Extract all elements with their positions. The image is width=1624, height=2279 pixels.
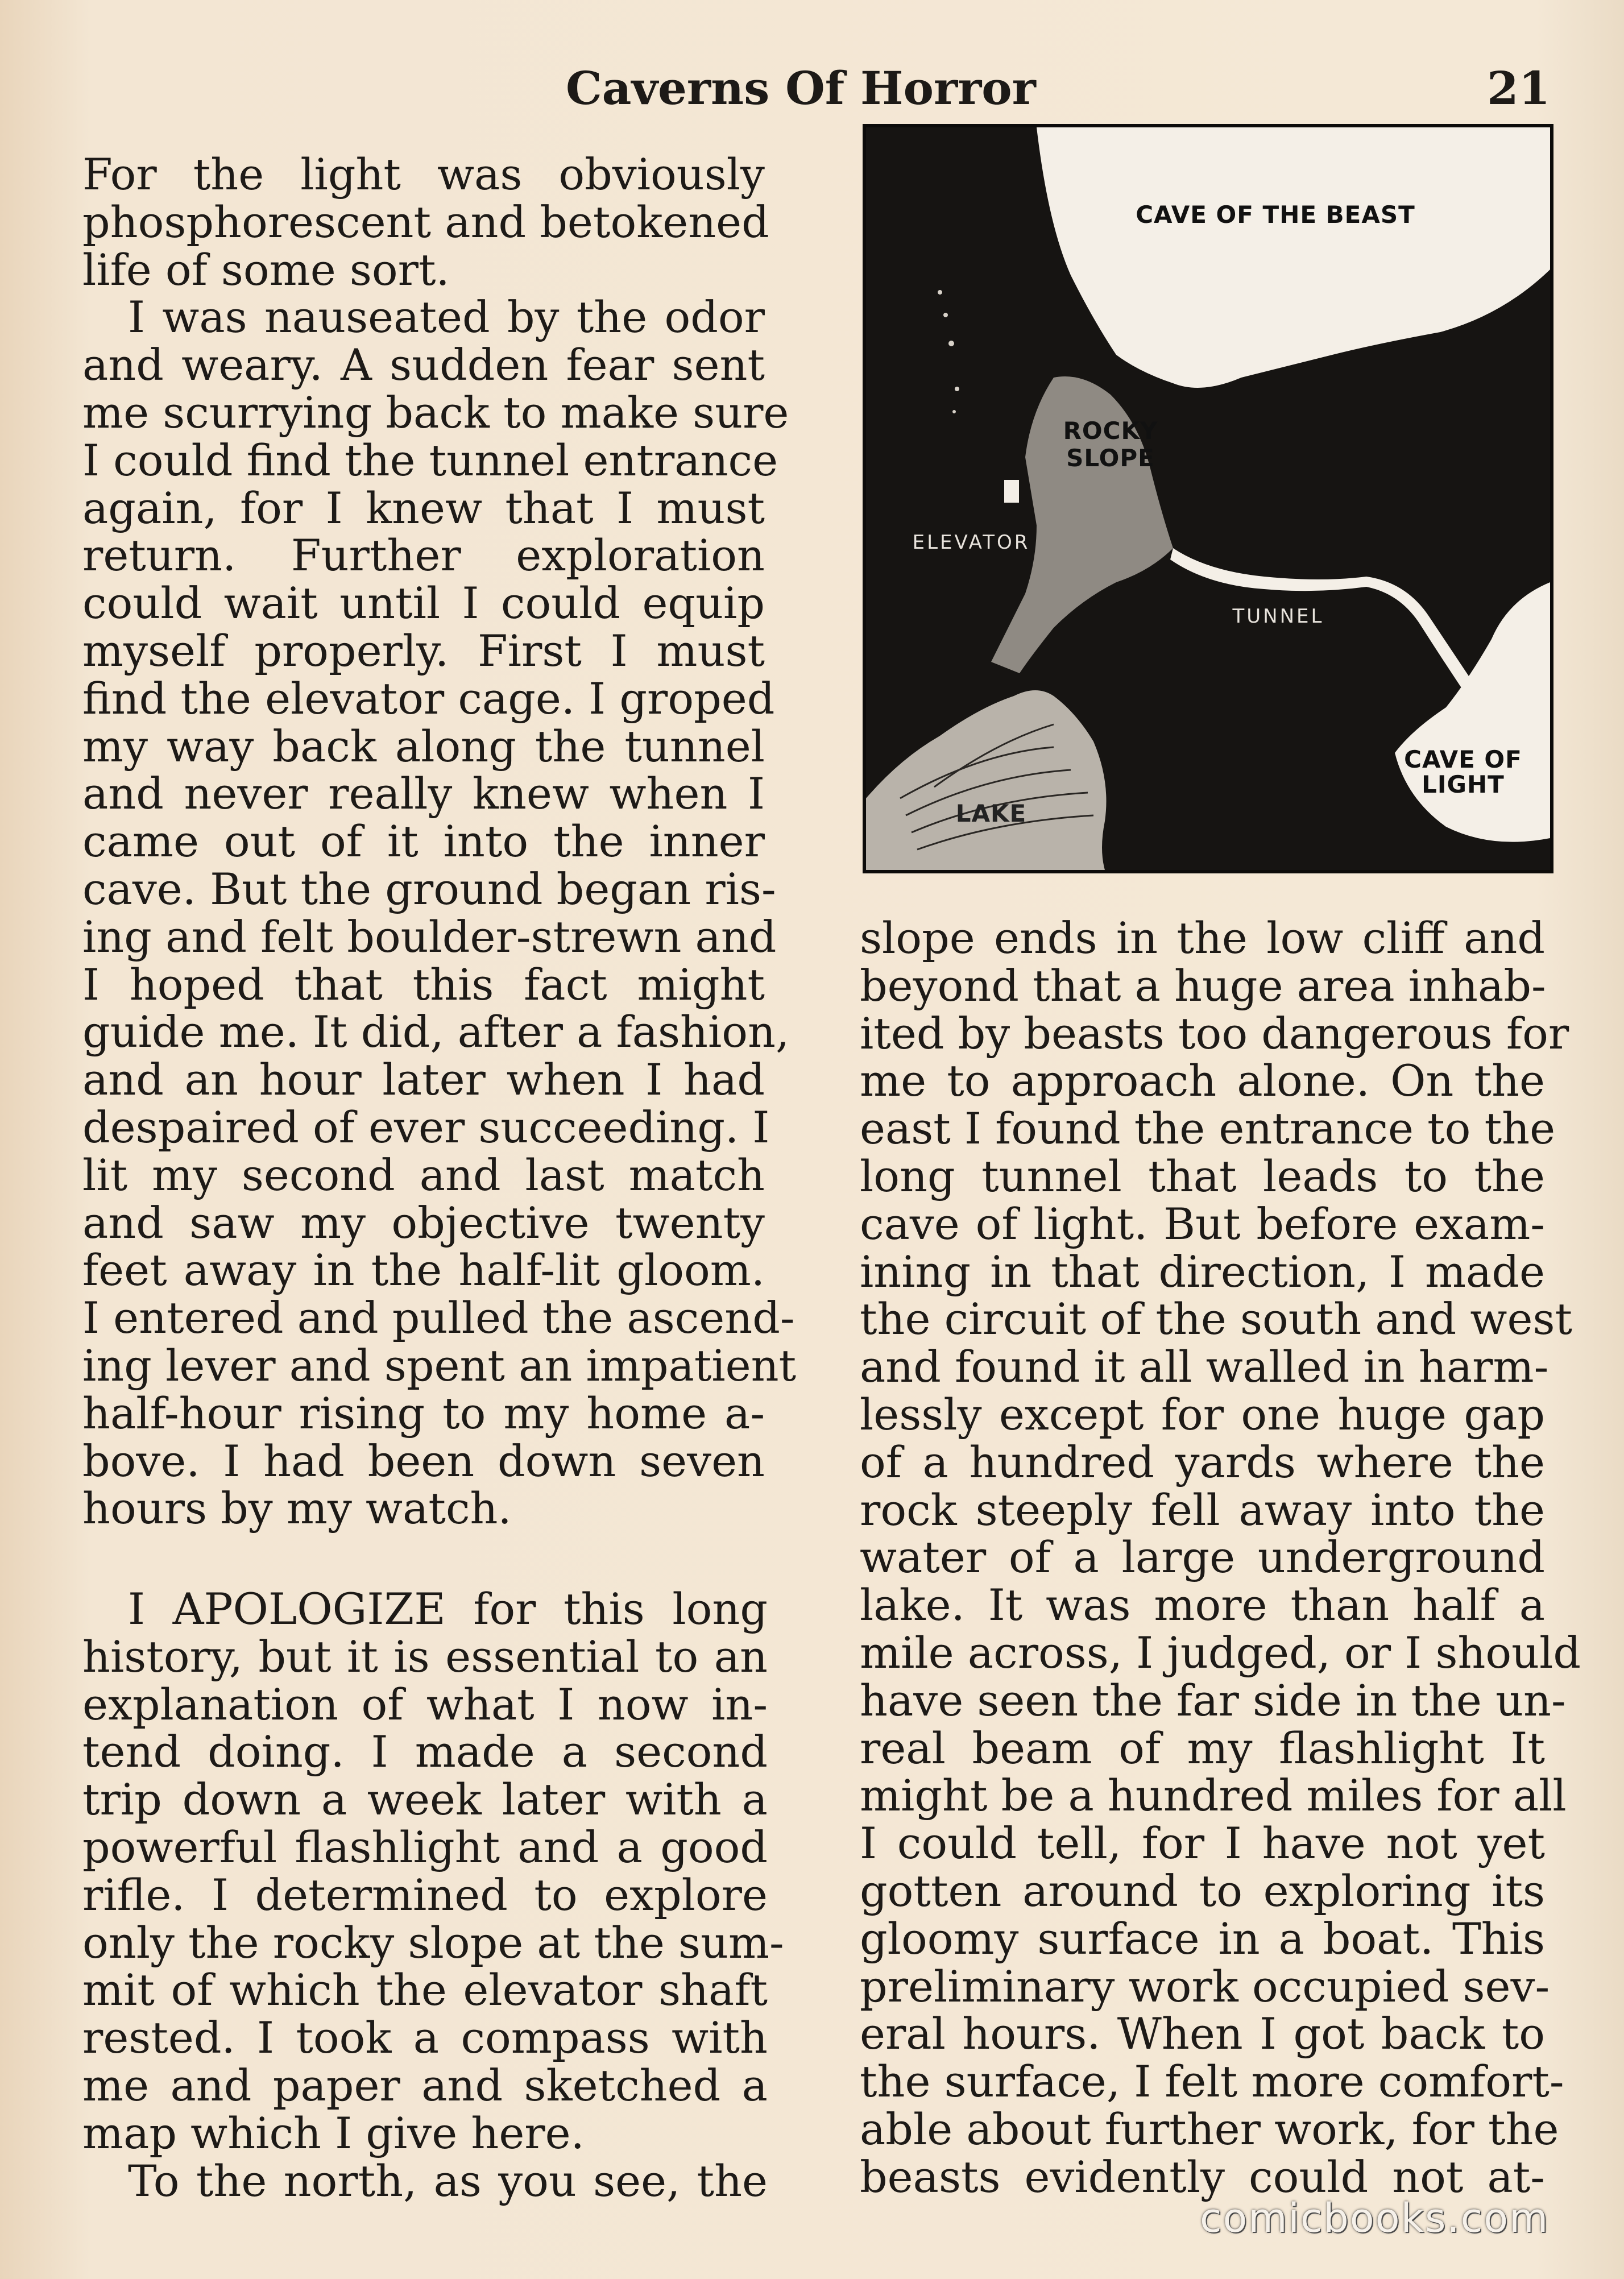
left-column-text: [82, 149, 797, 1534]
text-line: life of some sort.: [82, 244, 450, 295]
text-line: beyond that a huge area inhab-: [860, 960, 1546, 1011]
text-line: despaired of ever succeeding. I: [82, 1101, 770, 1153]
map-label-cave-of-the-beast: CAVE OF THE BEAST: [1136, 201, 1415, 229]
text-line: I APOLOGIZE for this long: [128, 1584, 768, 1634]
text-line: beasts evidently could not at-: [860, 2151, 1545, 2202]
text-line: gloomy surface in a boat. This: [860, 1913, 1545, 1964]
text-line: gotten around to exploring its: [860, 1865, 1545, 1916]
text-line: cave. But the ground began ris-: [82, 863, 776, 914]
text-line: eral hours. When I got back to: [860, 2008, 1545, 2060]
text-line: mit of which the elevator shaft: [82, 1965, 768, 2016]
text-line: I was nauseated by the odor: [128, 292, 765, 343]
text-line: tend doing. I made a second: [82, 1726, 768, 1777]
text-line: and never really knew when I: [82, 768, 765, 819]
text-line: explanation of what I now in-: [82, 1679, 768, 1730]
text-line: me to approach alone. On the: [860, 1055, 1545, 1107]
text-line: myself properly. First I must: [82, 625, 765, 676]
text-line: guide me. It did, after a fashion,: [82, 1006, 790, 1058]
text-line: and found it all walled in harm-: [860, 1341, 1549, 1393]
text-line: the surface, I felt more comfort-: [860, 2056, 1564, 2107]
text-line: the circuit of the south and west: [860, 1294, 1572, 1345]
text-line: ing lever and spent an impatient: [82, 1340, 797, 1391]
map-label-lake: LAKE: [955, 799, 1027, 827]
text-line: ining in that direction, I made: [860, 1246, 1545, 1297]
text-line: water of a large underground: [860, 1532, 1545, 1583]
text-line: phosphorescent and betokened: [82, 196, 769, 247]
text-line: mile across, I judged, or I should: [860, 1627, 1581, 1678]
text-line: feet away in the half-lit gloom.: [82, 1245, 765, 1296]
text-line: find the elevator cage. I groped: [82, 673, 775, 724]
text-line: came out of it into the inner: [82, 816, 765, 867]
text-line: history, but it is essential to an: [82, 1631, 768, 1682]
text-line: rifle. I determined to explore: [82, 1869, 768, 1920]
text-line: For the light was obviously: [82, 149, 765, 200]
text-line: my way back along the tunnel: [82, 720, 765, 772]
text-line: powerful flashlight and a good: [82, 1821, 768, 1872]
map-label-tunnel: TUNNEL: [1232, 605, 1324, 628]
text-line: cave of light. But before exam-: [860, 1198, 1545, 1249]
text-line: bove. I had been down seven: [82, 1435, 765, 1486]
text-line: could wait until I could equip: [82, 578, 765, 629]
text-line: and saw my objective twenty: [82, 1197, 765, 1248]
map-label-rocky: ROCKY: [1063, 417, 1158, 445]
running-header-title: Caverns Of Horror: [566, 61, 1036, 115]
text-line: lessly except for one huge gap: [860, 1389, 1545, 1440]
text-line: and an hour later when I had: [82, 1054, 765, 1105]
text-line: east I found the entrance to the: [860, 1103, 1556, 1154]
text-line: I entered and pulled the ascend-: [82, 1292, 795, 1344]
text-line: and weary. A sudden fear sent: [82, 339, 765, 391]
text-line: real beam of my flashlight It: [860, 1722, 1545, 1774]
text-line: have seen the far side in the un-: [860, 1675, 1566, 1726]
text-line: half-hour rising to my home a-: [82, 1387, 765, 1439]
text-line: return. Further exploration: [82, 530, 765, 581]
text-line: me and paper and sketched a: [82, 2060, 768, 2111]
text-line: rested. I took a compass with: [82, 2012, 768, 2063]
text-line: slope ends in the low cliff and: [860, 913, 1545, 963]
text-line: able about further work, for the: [860, 2103, 1559, 2154]
text-line: ited by beasts too dangerous for: [860, 1008, 1569, 1059]
map-label-slope: SLOPE: [1066, 444, 1155, 472]
text-line: might be a hundred miles for all: [860, 1770, 1567, 1821]
text-line: only the rocky slope at the sum-: [82, 1917, 784, 1968]
text-line: I hoped that this fact might: [82, 959, 765, 1010]
map-label-elevator: ELEVATOR: [912, 531, 1030, 554]
text-line: preliminary work occupied sev-: [860, 1961, 1550, 2012]
text-line: map which I give here.: [82, 2107, 585, 2158]
text-line: trip down a week later with a: [82, 1774, 768, 1825]
text-line: hours by my watch.: [82, 1483, 512, 1534]
right-column-text: [860, 913, 1581, 2202]
text-line: lit my second and last match: [82, 1149, 765, 1200]
map-label-light: LIGHT: [1422, 770, 1505, 798]
text-line: again, for I knew that I must: [82, 482, 765, 533]
text-line: I could find the tunnel entrance: [82, 434, 778, 486]
text-line: ing and felt boulder-strewn and: [82, 911, 777, 962]
text-line: To the north, as you see, the: [128, 2155, 768, 2206]
text-line: I could tell, for I have not yet: [860, 1818, 1545, 1869]
page-number: 21: [1487, 61, 1551, 115]
text-line: of a hundred yards where the: [860, 1436, 1545, 1487]
text-line: rock steeply fell away into the: [860, 1484, 1545, 1535]
text-line: me scurrying back to make sure: [82, 387, 789, 438]
watermark: comicbooks.com: [1200, 2195, 1550, 2241]
cavern-map: [863, 124, 1553, 873]
text-line: long tunnel that leads to the: [860, 1150, 1545, 1201]
left-column-text-2: [82, 1584, 784, 2206]
map-label-cave-of: CAVE OF: [1404, 745, 1522, 773]
text-line: lake. It was more than half a: [860, 1580, 1545, 1631]
